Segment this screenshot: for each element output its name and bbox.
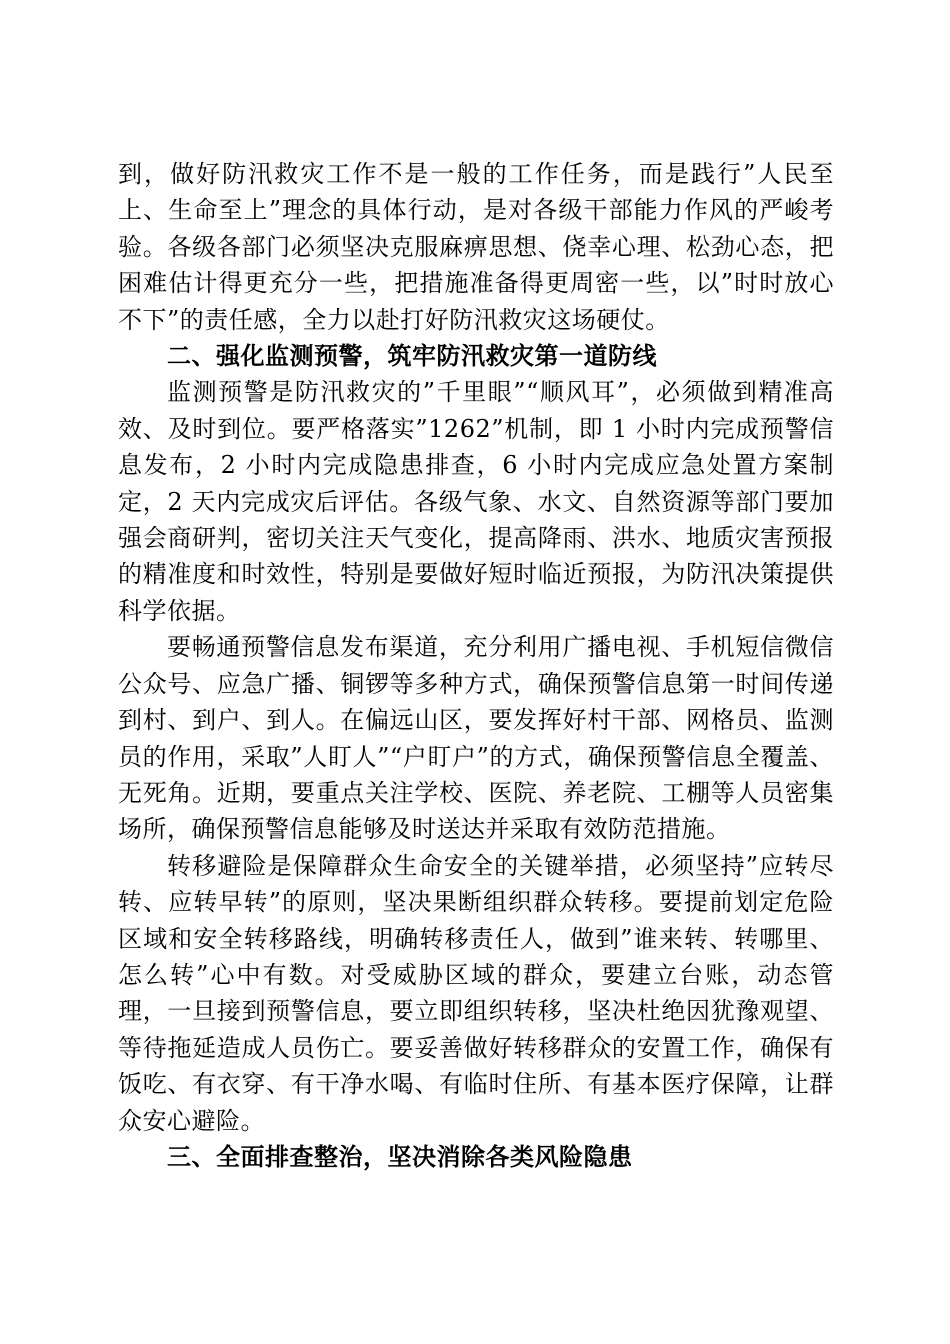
section-heading-3: 三、全面排查整治，坚决消除各类风险隐患 — [167, 1142, 633, 1171]
document-page — [118, 156, 834, 1175]
body-paragraph-1: 到，做好防汛救灾工作不是一般的工作任务，而是践行”人民至上、生命至上”理念的具体行动，是对各级干部能力作风的严峻考验。各级各部门必须坚决克服麻痹思想、侥幸心理、松劲心态，把困难估计得更充分一些，把措施准备得更周密一些，以”时时放心不下”的责任感，全力以赴打好防汛救灾这场硬仗。 — [118, 160, 834, 334]
body-paragraph-2: 监测预警是防汛救灾的”千里眼”“顺风耳”，必须做到精准高效、及时到位。要严格落实”1262”机制，即 1 小时内完成预警信息发布，2 小时内完成隐患排查，6 小时内完成应急处置方案制定，2 天内完成灾后评估。各级气象、水文、自然资源等部门要加强会商研判，密切关注天气变化，提高降雨、洪水、地质灾害预报的精准度和时效性，特别是要做好短时临近预报，为防汛决策提供科学依据。 — [118, 378, 834, 625]
body-paragraph-3: 要畅通预警信息发布渠道，充分利用广播电视、手机短信微信公众号、应急广播、铜锣等多种方式，确保预警信息第一时间传递到村、到户、到人。在偏远山区，要发挥好村干部、网格员、监测员的作用，采取”人盯人”“户盯户”的方式，确保预警信息全覆盖、无死角。近期，要重点关注学校、医院、养老院、工棚等人员密集场所，确保预警信息能够及时送达并采取有效防范措施。 — [118, 633, 834, 844]
body-paragraph-4: 转移避险是保障群众生命安全的关键举措，必须坚持”应转尽转、应转早转”的原则，坚决果断组织群众转移。要提前划定危险区域和安全转移路线，明确转移责任人，做到”谁来转、转哪里、怎么转”心中有数。对受威胁区域的群众，要建立台账，动态管理，一旦接到预警信息，要立即组织转移，坚决杜绝因犹豫观望、等待拖延造成人员伤亡。要妥善做好转移群众的安置工作，确保有饭吃、有衣穿、有干净水喝、有临时住所、有基本医疗保障，让群众安心避险。 — [118, 851, 834, 1135]
section-heading-2: 二、强化监测预警，筑牢防汛救灾第一道防线 — [167, 342, 657, 371]
